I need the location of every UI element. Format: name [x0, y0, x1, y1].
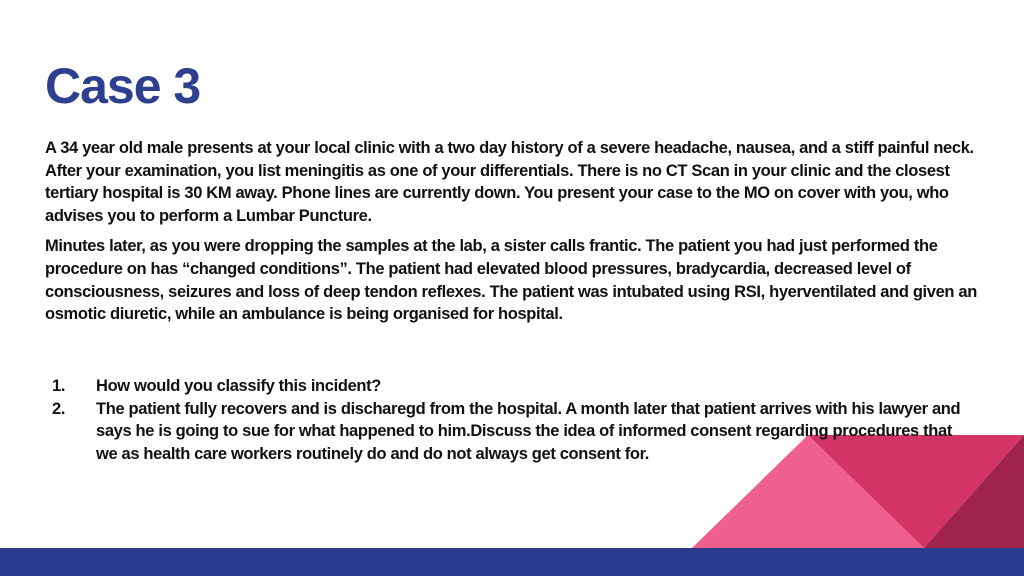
slide-title: Case 3 — [45, 58, 201, 114]
question-text: The patient fully recovers and is discharegd from the hospital. A month later that patient arrives with his lawyer and says he is going to sue for what happened to him.Discuss the idea of informed consent regarding procedures that we as health care workers routinely do and do not always get consent for. — [96, 399, 961, 463]
question-number: 1. — [52, 377, 66, 395]
question-list — [52, 375, 977, 465]
question-item — [52, 398, 977, 466]
paragraph-complication: Minutes later, as you were dropping the samples at the lab, a sister calls frantic. The patient you had just performed the procedure on has “changed conditions”. The patient had elevated blood pressures, bradycardia, decreased level of consciousness, seizures and loss of deep tendon reflexes. The patient was intubated using RSI, hyerventilated and given an osmotic diuretic, while an ambulance is being organised for hospital. — [45, 237, 977, 324]
case-description — [45, 137, 980, 334]
question-item — [52, 375, 977, 398]
question-number: 2. — [52, 399, 66, 418]
bottom-bar — [0, 548, 1024, 576]
paragraph-case-presentation: A 34 year old male presents at your local clinic with a two day history of a severe headache, nausea, and a stiff painful neck. After your examination, you list meningitis as one of your differentials. There is no CT Scan in your clinic and the closest tertiary hospital is 30 KM away. Phone lines are currently down. You present your case to the MO on cover with you, who advises you to perform a Lumbar Puncture. — [45, 139, 974, 225]
question-text: How would you classify this incident? — [96, 377, 382, 395]
